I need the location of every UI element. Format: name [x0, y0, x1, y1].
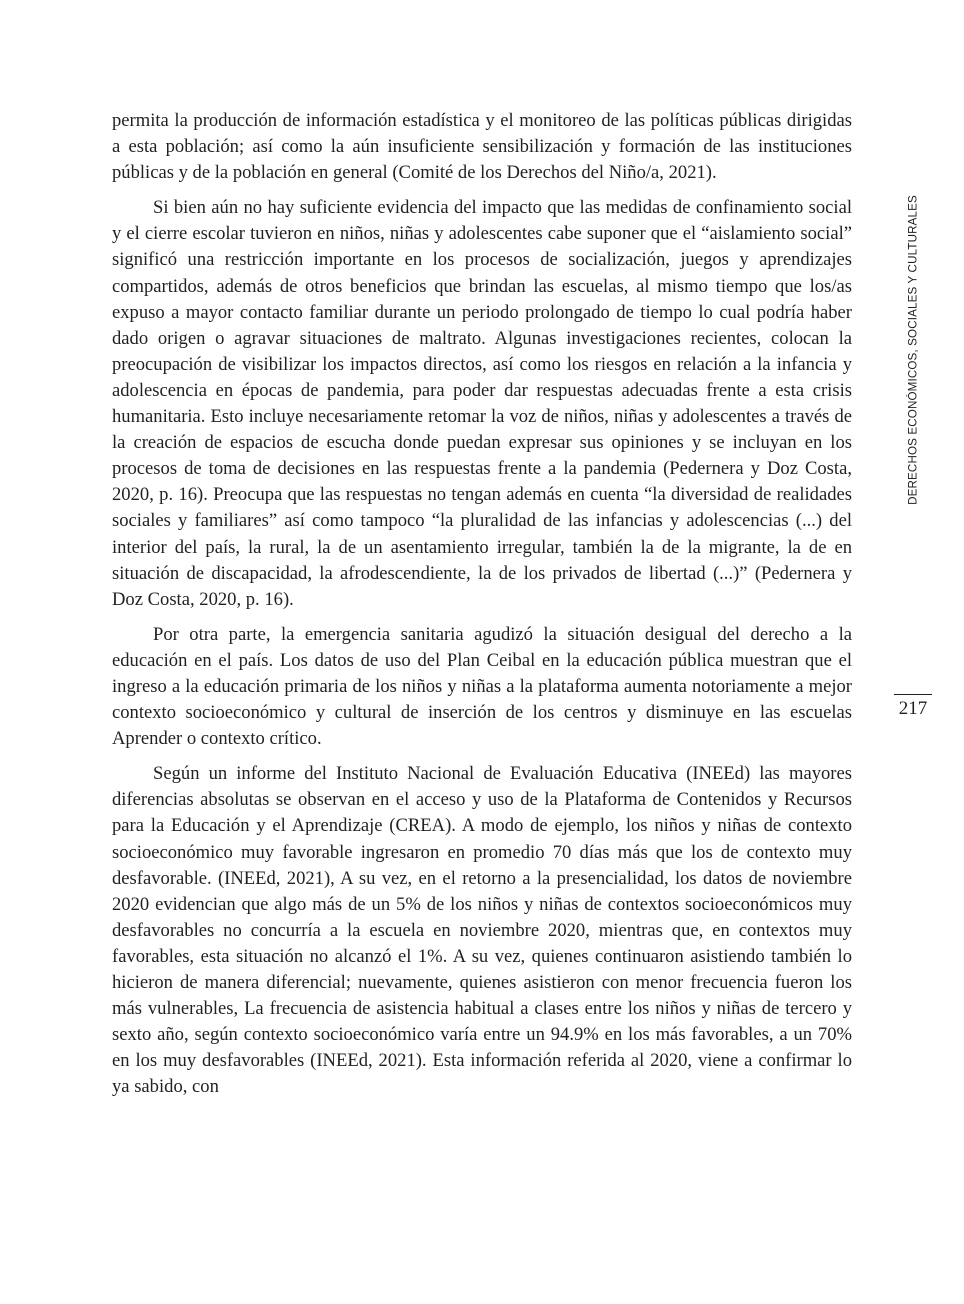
- paragraph-continuation: permita la producción de información estadística y el monitoreo de las políticas públicas dirigidas a esta población; así como la aún insuficiente sensibilización y formación de las instituciones públicas y de la población en general (Comité de los Derechos del Niño/a, 2021).: [112, 110, 852, 184]
- page-number: 217: [894, 694, 932, 720]
- paragraph-confinement: Si bien aún no hay suficiente evidencia del impacto que las medidas de confinamiento social y el cierre escolar tuvieron en niños, niñas y adolescentes cabe suponer que el “aislamiento social” significó una restricción importante en los procesos de socialización, juegos y aprendizajes compartidos, además de otros beneficios que brindan las escuelas, al mismo tiempo que los/as expuso a mayor contacto familiar durante un periodo prolongado de tiempo lo cual podría haber dado origen o agravar situaciones de maltrato. Algunas investigaciones recientes, colocan la preocupación de visibilizar los impactos directos, así como los riesgos en relación a la infancia y adolescencia en épocas de pandemia, para poder dar respuestas adecuadas frente a esta crisis humanitaria. Esto incluye necesariamente retomar la voz de niños, niñas y adolescentes a través de la creación de espacios de escucha donde puedan expresar sus opiniones y se incluyan en los procesos de toma de decisiones en las respuestas frente a la pandemia (Pedernera y Doz Costa, 2020, p. 16). Preocupa que las respuestas no tengan además en cuenta “la diversidad de realidades sociales y familiares” así como tampoco “la pluralidad de las infancias y adolescencias (...) del interior del país, la rural, la de un asentamiento irregular, también la de la migrante, la de en situación de discapacidad, la afrodescendiente, la de los privados de libertad (...)” (Pedernera y Doz Costa, 2020, p. 16).: [112, 197, 852, 610]
- page-body: [112, 108, 852, 1109]
- running-header-text: DERECHOS ECONÓMICOS, SOCIALES Y CULTURALES: [906, 195, 920, 505]
- paragraph-ineed-report: Según un informe del Instituto Nacional de Evaluación Educativa (INEEd) las mayores diferencias absolutas se observan en el acceso y uso de la Plataforma de Contenidos y Recursos para la Educación y el Aprendizaje (CREA). A modo de ejemplo, los niños y niñas de contexto socioeconómico muy favorable ingresaron en promedio 70 días más que los de contexto muy desfavorable. (INEEd, 2021), A su vez, en el retorno a la presencialidad, los datos de noviembre 2020 evidencian que algo más de un 5% de los niños y niñas de contextos socioeconómicos muy desfavorables no concurría a la escuela en noviembre 2020, mientras que, en contextos muy favorables, esta situación no alcanzó el 1%. A su vez, quienes continuaron asistiendo también lo hicieron de manera diferencial; nuevamente, quienes asistieron con menor frecuencia fueron los más vulnerables, La frecuencia de asistencia habitual a clases entre los niños y niñas de tercero y sexto año, según contexto socioeconómico varía entre un 94.9% en los más favorables, a un 70% en los muy desfavorables (INEEd, 2021). Esta información referida al 2020, viene a confirmar lo ya sabido, con: [112, 763, 852, 1098]
- paragraph-health-emergency: Por otra parte, la emergencia sanitaria agudizó la situación desigual del derecho a la educación en el país. Los datos de uso del Plan Ceibal en la educación pública muestran que el ingreso a la educación primaria de los niños y niñas a la plataforma aumenta notoriamente a mejor contexto socioeconómico y cultural de inserción de los centros y disminuye en las escuelas Aprender o contexto crítico.: [112, 623, 852, 750]
